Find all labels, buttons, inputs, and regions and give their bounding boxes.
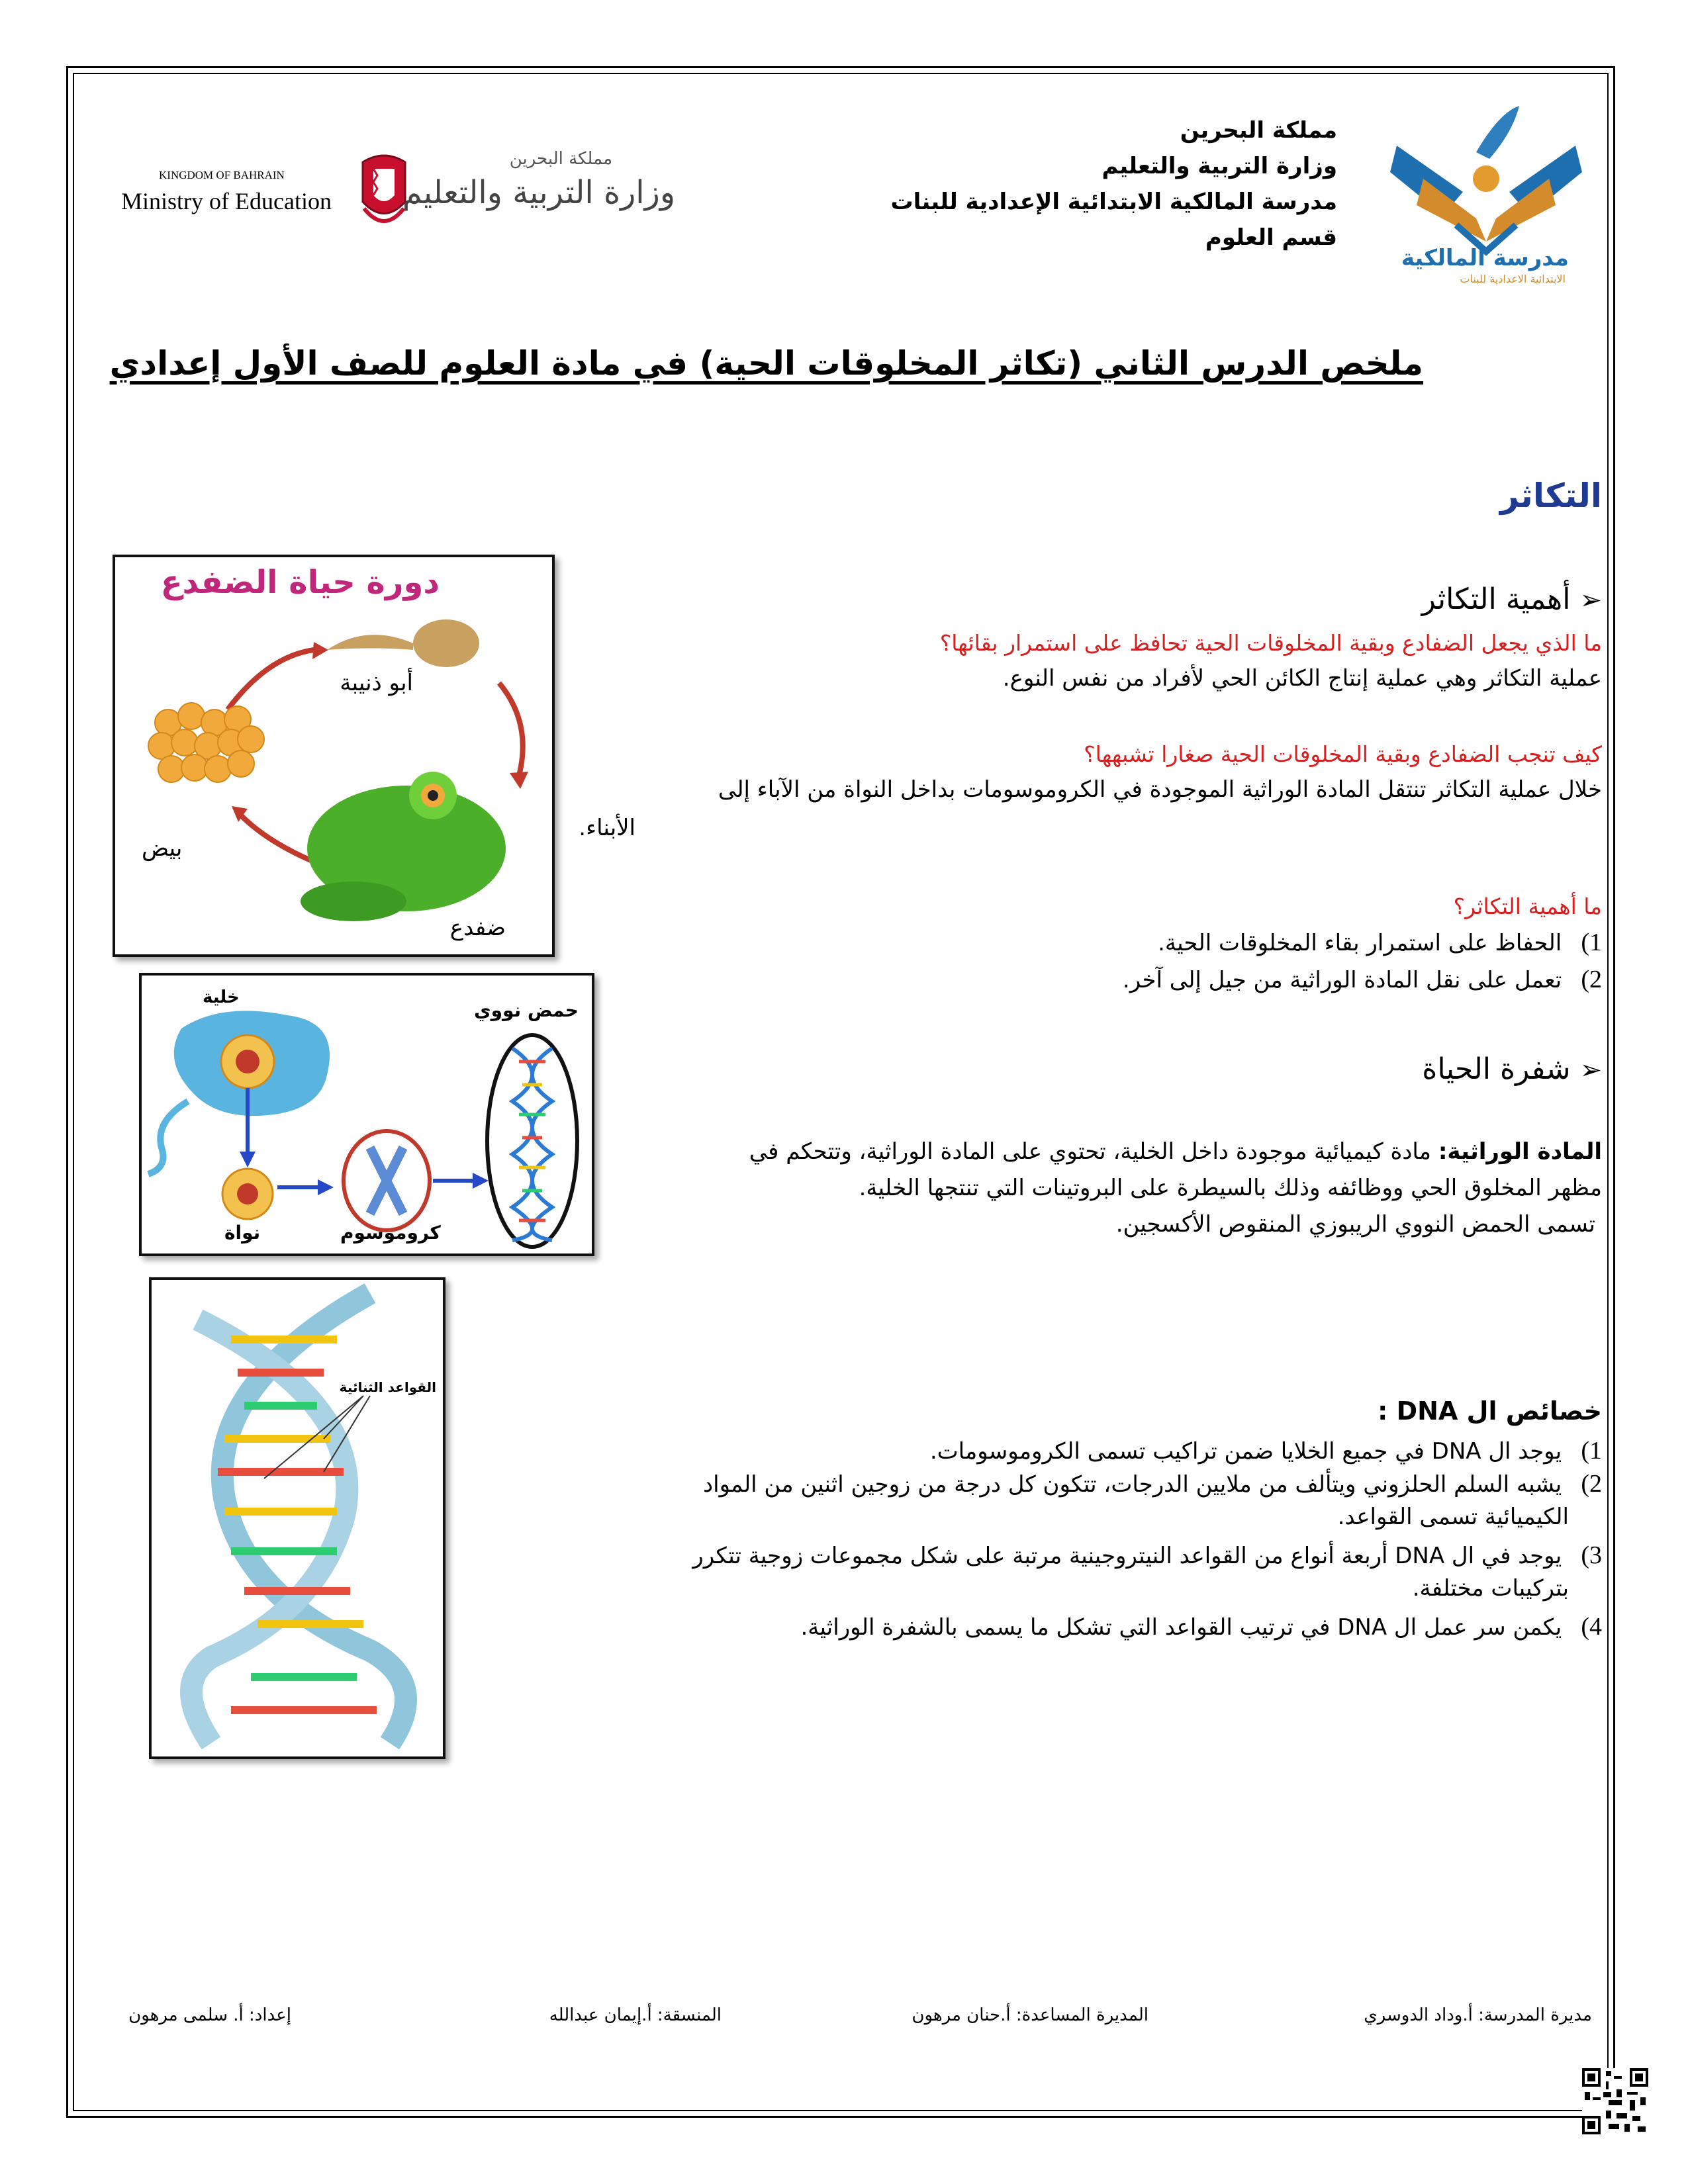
frog-label-tadpole: أبو ذنيبة: [340, 670, 413, 696]
arrow-bullet-icon: ➢: [1579, 1055, 1602, 1085]
frog-label-eggs: بيض: [142, 835, 183, 862]
dna-item-2-text: يشبه السلم الحلزوني ويتألف من ملايين الدرجات، تتكون كل درجة من زوجين اثنين من المواد: [703, 1471, 1562, 1498]
qr-code: [1582, 2068, 1648, 2134]
answer-1: عملية التكاثر وهي عملية إنتاج الكائن الحي لأفراد من نفس النوع.: [1002, 665, 1602, 692]
genetic-material-def-text: مادة كيميائية موجودة داخل الخلية، تحتوي على المادة الوراثية، وتتحكم في: [749, 1138, 1432, 1165]
question-3: ما أهمية التكاثر؟: [1453, 893, 1602, 919]
footer-prepared: إعداد: أ. سلمى مرهون: [128, 2005, 291, 2025]
footer-assistant: المديرة المساعدة: أ.حنان مرهون: [912, 2005, 1149, 2025]
dna-item-2-number: 2): [1581, 1470, 1602, 1498]
cell-label: خلية: [203, 987, 240, 1007]
moe-arabic-small: مملكة البحرين: [509, 149, 612, 169]
frog-cycle-title: دورة حياة الضفدع: [160, 564, 440, 601]
nucleus-label: نواة: [224, 1222, 261, 1244]
subheading-importance-text: أهمية التكاثر: [1421, 582, 1571, 616]
moe-kingdom-text: KINGDOM OF BAHRAIN: [159, 169, 285, 181]
dna-item-1-text: يوجد ال DNA في جميع الخلايا ضمن تراكيب تسمى الكروموسومات.: [929, 1438, 1562, 1465]
arrow-bullet-icon: ➢: [1579, 585, 1602, 615]
dna-item-3-line-2: بتركيبات مختلفة.: [1412, 1575, 1569, 1602]
cell-to-dna-image: [139, 973, 594, 1256]
footer-principal: مديرة المدرسة: أ.وداد الدوسري: [1364, 2005, 1592, 2025]
dna-item-1: [930, 1435, 1602, 1467]
dna-item-4-text: يكمن سر عمل ال DNA في ترتيب القواعد التي تشكل ما يسمى بالشفرة الوراثية.: [800, 1614, 1562, 1641]
moe-arabic-large: وزارة التربية والتعليم: [402, 174, 675, 211]
moe-arabic-logo: [402, 149, 675, 235]
header-school: مدرسة المالكية الابتدائية الإعدادية للبنات: [890, 189, 1337, 215]
importance-item-2-number: 2): [1581, 966, 1602, 993]
genetic-material-term: المادة الوراثية:: [1438, 1138, 1602, 1165]
dna-item-3-number: 3): [1581, 1541, 1602, 1569]
dna-item-4-number: 4): [1581, 1613, 1602, 1641]
page-title: ملخص الدرس الثاني (تكاثر المخلوقات الحية) في مادة العلوم للصف الأول إعدادي: [109, 344, 1423, 383]
section-heading-reproduction: التكاثر: [1499, 477, 1602, 515]
question-1: ما الذي يجعل الضفادع وبقية المخلوقات الحية تحافظ على استمرار بقائها؟: [939, 630, 1602, 656]
dna-item-3: [692, 1539, 1602, 1572]
school-logo: [1377, 99, 1595, 291]
footer-coordinator: المنسقة: أ.إيمان عبدالله: [549, 2005, 722, 2025]
importance-item-1-text: الحفاظ على استمرار بقاء المخلوقات الحية.: [1158, 930, 1562, 956]
dna-helix-image: [149, 1277, 445, 1759]
importance-item-1: [1158, 927, 1602, 959]
dna-item-1-number: 1): [1581, 1437, 1602, 1465]
dna-item-2-line-2: الكيميائية تسمى القواعد.: [1337, 1504, 1569, 1530]
importance-item-2: [1123, 964, 1602, 996]
moe-name-text: Ministry of Education: [121, 188, 332, 214]
nucleic-acid-label: حمض نووي: [473, 999, 579, 1021]
genetic-material-def-line-3: تسمى الحمض النووي الريبوزي المنقوص الأكسجين.: [1115, 1211, 1595, 1238]
header-kingdom: مملكة البحرين: [1180, 117, 1337, 144]
school-logo-name: مدرسة المالكية: [1401, 245, 1569, 271]
subheading-code-of-life: [1422, 1052, 1602, 1086]
answer-2-line-1: خلال عملية التكاثر تنتقل المادة الوراثية الموجودة في الكروموسومات بداخل النواة من الآباء إلى: [718, 776, 1602, 803]
bases-label: القواعد الثنائية: [339, 1379, 436, 1395]
frog-label-adult: ضفدع: [449, 915, 506, 941]
dna-item-2: [703, 1468, 1602, 1500]
question-2: كيف تنجب الضفادع وبقية المخلوقات الحية صغارا تشبهها؟: [1084, 741, 1602, 767]
header-department: قسم العلوم: [1205, 224, 1337, 251]
dna-item-4: [800, 1611, 1602, 1643]
header-ministry: وزارة التربية والتعليم: [1102, 153, 1337, 179]
importance-item-1-number: 1): [1581, 929, 1602, 956]
subheading-code-of-life-text: شفرة الحياة: [1422, 1052, 1571, 1086]
answer-2-line-2: الأبناء.: [579, 815, 635, 841]
school-logo-subtitle: الابتدائية الاعدادية للبنات: [1460, 273, 1566, 285]
subheading-importance: [1422, 582, 1602, 616]
moe-english-logo: [116, 169, 341, 228]
dna-heading: خصائص ال DNA :: [1378, 1396, 1602, 1426]
importance-item-2-text: تعمل على نقل المادة الوراثية من جيل إلى آخر.: [1122, 967, 1562, 993]
dna-item-3-text: يوجد في ال DNA أربعة أنواع من القواعد النيتروجينية مرتبة على شكل مجموعات زوجية تتكرر: [692, 1543, 1562, 1569]
frog-life-cycle-image: [113, 555, 555, 957]
genetic-material-def-line-1: [749, 1135, 1602, 1168]
genetic-material-def-line-2: مظهر المخلوق الحي ووظائفه وذلك بالسيطرة على البروتينات التي تنتجها الخلية.: [859, 1175, 1602, 1201]
chromosome-label: كروموسوم: [340, 1222, 441, 1244]
